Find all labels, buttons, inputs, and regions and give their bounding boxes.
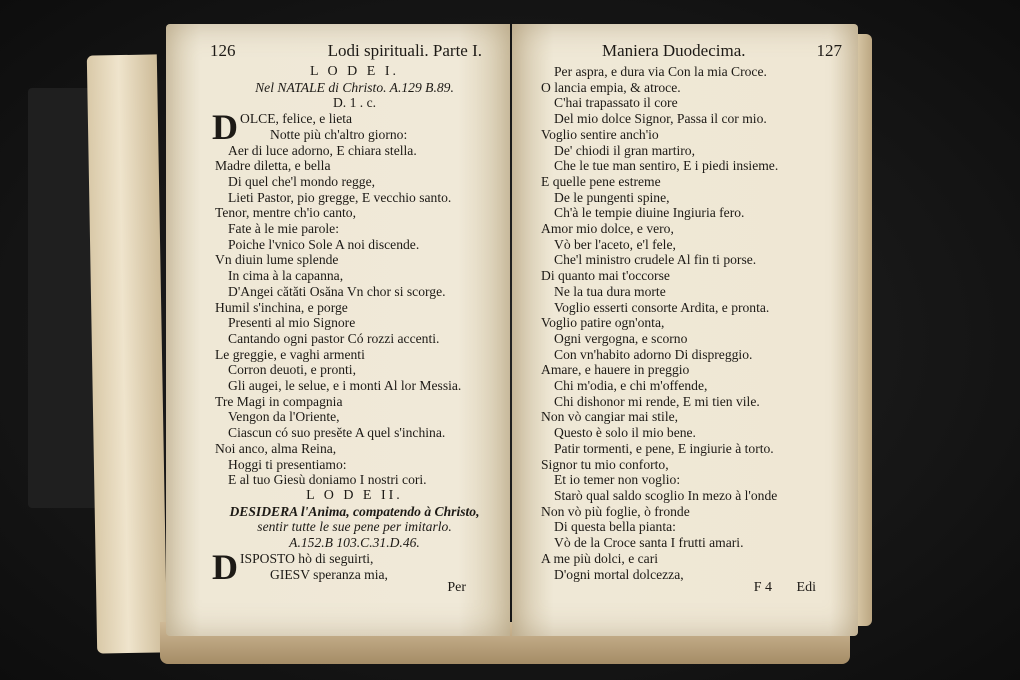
text-line: [538, 519, 838, 535]
text-line: [212, 378, 497, 394]
text-line: [212, 362, 497, 378]
line-text: Corron deuoti, e pronti,: [228, 362, 356, 378]
line-text: O lancia empia, & atroce.: [541, 79, 681, 95]
right-page-footer: [754, 580, 816, 596]
text-line: [538, 315, 838, 331]
text-line: [212, 284, 497, 300]
line-text: Amor mio dolce, e vero,: [541, 221, 674, 237]
line-text: Presenti al mio Signore: [228, 315, 356, 331]
line-text: Ne la tua dura morte: [554, 283, 666, 299]
left-page-text: [212, 64, 497, 587]
line-text: Vò de la Croce santa I frutti amari.: [554, 535, 744, 551]
line-text: Voglio patire ogn'onta,: [541, 315, 665, 331]
text-line: [538, 362, 838, 378]
line-text: Vn diuin lume splende: [215, 252, 339, 268]
text-line: [538, 347, 838, 363]
line-text: De le pungenti spine,: [554, 189, 670, 205]
line-text: Le greggie, e vaghi armenti: [215, 346, 365, 362]
text-line: [212, 441, 497, 457]
line-text: E al tuo Giesù doniamo I nostri cori.: [228, 472, 427, 488]
line-text: Con vn'habito adorno Di dispreggio.: [554, 346, 753, 362]
line-text: Cantando ogni pastor Có rozzi accenti.: [228, 330, 440, 346]
line-text: Non vò più foglie, ò fronde: [541, 503, 690, 519]
line-text: D. 1 . c.: [332, 95, 377, 111]
text-line: [538, 95, 838, 111]
line-text: Di questa bella pianta:: [554, 519, 676, 535]
text-line: [212, 519, 497, 535]
line-text: Voglio esserti consorte Ardita, e pronta.: [554, 299, 770, 315]
text-line: [212, 504, 497, 520]
line-text: A.152.B 103.C.31.D.46.: [289, 535, 420, 551]
line-text: Starò qual saldo scoglio In mezo à l'onde: [554, 487, 778, 503]
text-line: [538, 221, 838, 237]
text-line: [538, 457, 838, 473]
right-running-title: Maniera Duodecima.: [602, 41, 746, 60]
drop-capital: D: [212, 546, 238, 587]
text-line: [538, 80, 838, 96]
line-text: Noi anco, alma Reina,: [215, 440, 337, 456]
text-line: [212, 174, 497, 190]
text-line: [212, 221, 497, 237]
right-page-header: [602, 40, 842, 62]
signature-mark: F 4: [753, 580, 773, 595]
text-line: [212, 268, 497, 284]
text-line: [538, 535, 838, 551]
text-line: [212, 457, 497, 473]
text-line: [212, 331, 497, 347]
line-text: Amare, e hauere in preggio: [541, 362, 690, 378]
line-text: Questo è solo il mio bene.: [554, 425, 696, 441]
text-line: [538, 174, 838, 190]
text-line: [538, 504, 838, 520]
line-text: A me più dolci, e cari: [541, 550, 659, 566]
line-text: Poiche l'vnico Sole A noi discende.: [228, 236, 420, 252]
text-line: [538, 441, 838, 457]
line-text: Voglio sentire anch'io: [541, 126, 659, 142]
text-line: [538, 409, 838, 425]
text-line: [538, 64, 838, 80]
text-line: [538, 158, 838, 174]
text-line: [538, 205, 838, 221]
line-text: D'Angei cătăti Osăna Vn chor si scorge.: [228, 283, 446, 299]
line-text: Ciascun có suo presĕte A quel s'inchina.: [228, 425, 446, 441]
line-text: Chi dishonor mi rende, E mi tien vile.: [554, 393, 760, 409]
text-line: [212, 472, 497, 488]
text-line: [538, 378, 838, 394]
text-line: [538, 331, 838, 347]
line-text: Chi m'odia, e chi m'offende,: [554, 378, 708, 394]
right-page-number: 127: [816, 41, 842, 60]
line-text: Aer di luce adorno, E chiara stella.: [228, 142, 417, 158]
text-line: [212, 347, 497, 363]
text-line: [212, 535, 497, 551]
line-text: Tenor, mentre ch'io canto,: [215, 205, 356, 221]
line-text: Lieti Pastor, pio gregge, E vecchio santo.: [228, 189, 452, 205]
text-line: [538, 190, 838, 206]
line-text: Ogni vergogna, e scorno: [554, 330, 688, 346]
line-text: L O D E II.: [306, 487, 403, 503]
line-text: Di quanto mai t'occorse: [541, 268, 670, 284]
text-line: [538, 394, 838, 410]
line-text: Fate à le mie parole:: [228, 221, 339, 237]
text-line: [538, 425, 838, 441]
text-line: [538, 237, 838, 253]
left-page-number: 126: [210, 41, 236, 60]
line-text: C'hai trapassato il core: [554, 95, 678, 111]
text-line: [212, 205, 497, 221]
text-line: [212, 237, 497, 253]
line-text: Vò ber l'aceto, e'l fele,: [554, 236, 676, 252]
text-line: [212, 394, 497, 410]
right-page-text: [538, 64, 838, 582]
line-text: GIESV speranza mia,: [270, 566, 388, 582]
line-text: Madre diletta, e bella: [215, 158, 331, 174]
line-text: DESIDERA l'Anima, compatendo à Christo,: [229, 503, 480, 519]
text-line: [212, 315, 497, 331]
line-text: L O D E I.: [310, 64, 399, 79]
text-line: [212, 425, 497, 441]
text-line: [240, 127, 497, 143]
line-text: In cima à la capanna,: [228, 268, 344, 284]
line-text: Per aspra, e dura via Con la mia Croce.: [554, 64, 767, 79]
line-text: E quelle pene estreme: [541, 173, 661, 189]
line-text: De' chiodi il gran martiro,: [554, 142, 695, 158]
line-text: Signor tu mio conforto,: [541, 456, 669, 472]
line-text: Vengon da l'Oriente,: [228, 409, 340, 425]
text-line: [212, 409, 497, 425]
text-line: [212, 95, 497, 111]
text-line: [538, 268, 838, 284]
line-text: D'ogni mortal dolcezza,: [554, 566, 684, 582]
line-text: Patir tormenti, e pene, E ingiurie à torto.: [554, 440, 774, 456]
line-text: Hoggi ti presentiamo:: [228, 456, 347, 472]
line-text: Non vò cangiar mai stile,: [541, 409, 679, 425]
text-line: [212, 80, 497, 96]
line-text: ISPOSTO hò di seguirti,: [240, 550, 374, 566]
text-line: [212, 64, 497, 80]
line-text: OLCE, felice, e lieta: [240, 111, 353, 127]
text-line: [212, 488, 497, 504]
text-line: [538, 300, 838, 316]
text-line: [212, 300, 497, 316]
text-line: [538, 252, 838, 268]
line-text: Che le tue man sentiro, E i piedi insieme.: [554, 158, 779, 174]
text-line: [538, 551, 838, 567]
line-text: Che'l ministro crudele Al fin ti porse.: [554, 252, 757, 268]
left-page-header: [210, 40, 482, 62]
text-line: [538, 143, 838, 159]
right-page: [512, 24, 858, 636]
line-text: Tre Magi in compagnia: [215, 393, 343, 409]
text-line: [212, 158, 497, 174]
book-spine-cover: [87, 54, 167, 653]
line-text: sentir tutte le sue pene per imitarlo.: [257, 519, 452, 535]
text-line: [538, 488, 838, 504]
line-text: Gli augei, le selue, e i monti Al lor Messia.: [228, 378, 462, 394]
text-line: [538, 472, 838, 488]
line-text: Humil s'inchina, e porge: [215, 299, 348, 315]
text-line: [212, 143, 497, 159]
line-text: Et io temer non voglio:: [554, 472, 681, 488]
text-line: [212, 252, 497, 268]
right-catchword: Edi: [796, 580, 816, 595]
text-line: [538, 284, 838, 300]
left-page: [166, 24, 510, 636]
line-text: Di quel che'l mondo regge,: [228, 173, 376, 189]
text-line: [538, 127, 838, 143]
left-running-title: Lodi spirituali. Parte I.: [327, 41, 482, 60]
line-text: Nel NATALE di Christo. A.129 B.89.: [255, 79, 454, 95]
line-text: Ch'à le tempie diuine Ingiuria fero.: [554, 205, 745, 221]
line-text: Del mio dolce Signor, Passa il cor mio.: [554, 111, 767, 127]
book-fore-edge: [856, 34, 872, 626]
drop-capital: D: [212, 107, 238, 148]
line-text: Notte più ch'altro giorno:: [270, 126, 408, 142]
left-catchword: Per: [447, 580, 466, 595]
text-line: [538, 111, 838, 127]
text-line: [212, 190, 497, 206]
